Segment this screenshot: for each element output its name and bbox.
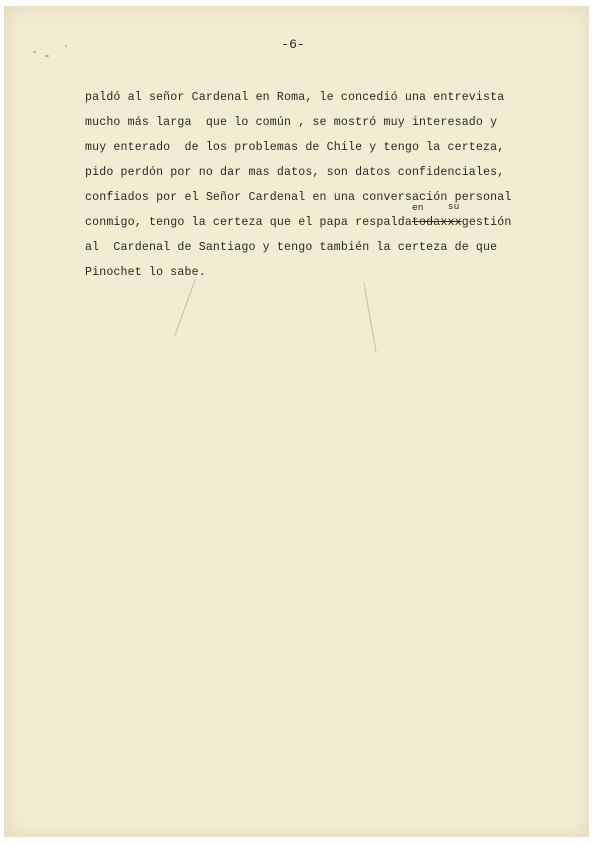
line-text-before: conmigo, tengo la certeza que el papa respalda xyxy=(85,216,412,229)
ink-speck xyxy=(65,45,67,47)
page-number: -6- xyxy=(281,37,305,52)
typed-text xyxy=(85,85,555,285)
line-text-after: gestión xyxy=(461,216,512,229)
paper-scratch xyxy=(174,279,195,336)
inserted-word-en: en xyxy=(411,202,424,213)
inserted-word-su: su xyxy=(447,201,460,212)
text-line: pido perdón por no dar mas datos, son datos confidenciales, xyxy=(85,166,505,179)
text-line: paldó al señor Cardenal en Roma, le concedió una entrevista xyxy=(85,91,505,104)
ink-speck xyxy=(33,51,36,53)
text-line: Pinochet lo sabe. xyxy=(85,266,206,279)
text-line: mucho más larga que lo común , se mostró muy interesado y xyxy=(85,116,498,129)
paper-scratch xyxy=(363,283,376,352)
struck-out-text: todaxxx xyxy=(411,216,462,229)
text-line: confiados por el Señor Cardenal en una conversación personal xyxy=(85,191,512,204)
text-line-corrected xyxy=(85,201,555,235)
text-line: al Cardenal de Santiago y tengo también la certeza de que xyxy=(85,241,498,254)
ink-speck xyxy=(45,55,49,57)
text-line: muy enterado de los problemas de Chile y tengo la certeza, xyxy=(85,141,505,154)
document-page xyxy=(4,6,589,837)
